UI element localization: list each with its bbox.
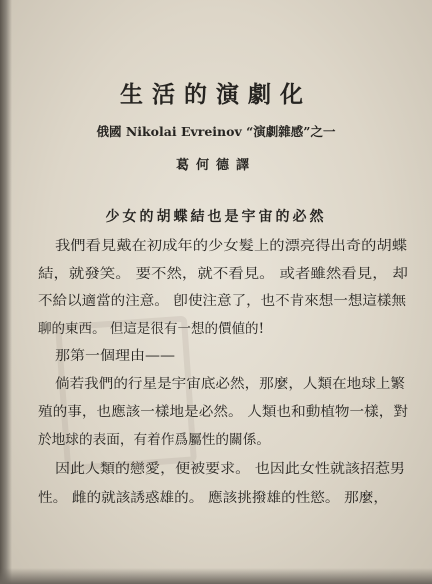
article-title: 生活的演劇化 (120, 81, 312, 108)
body-line-text: 不給以適當的注意。 卽使注意了，也不肯來想一想這樣無 (38, 293, 406, 309)
article-subtitle: 俄國 Nikolai Evreinov “演劇雜感”之一 (96, 124, 336, 139)
body-line-text: 因此人類的戀愛，便被要求。 也因此女性就該招惹男 (55, 461, 405, 477)
body-line-text: 倘若我們的行星是宇宙底必然，那麼，人類在地球上繁 (55, 376, 405, 392)
body-line-text: 聊的東西。 但這是很有一想的價値的! (38, 321, 264, 337)
page-shadow-bottom (0, 568, 432, 584)
body-line-text: 殖的事，也應該一樣地是必然。 人類也和動植物一樣，對 (38, 404, 408, 420)
body-line-text: 那第一個理由—— (55, 348, 175, 364)
body-line (0, 237, 432, 255)
body-line (0, 265, 432, 283)
body-line (0, 320, 432, 338)
body-line (0, 431, 432, 449)
section-heading: 少女的胡蝶結也是宇宙的必然 (105, 209, 327, 225)
body-line-text: 性。 雌的就該誘惑雄的。 應該挑撥雄的性慾。 那麼， (38, 490, 388, 506)
body-line-text: 我們看見戴在初成年的少女髮上的漂亮得出奇的胡蝶 (55, 238, 407, 254)
body-line-text: 於地球的表面，有着作爲屬性的關係。 (38, 432, 270, 448)
body-line-text: 結，就發笑。 要不然，就不看見。 或者雖然看見， 却 (38, 266, 408, 282)
body-line (0, 375, 432, 393)
body-line (0, 347, 432, 365)
body-line (0, 292, 432, 310)
body-line (0, 489, 432, 507)
body-line (0, 460, 432, 478)
body-line (0, 403, 432, 421)
translator-credit: 葛何德譯 (175, 158, 256, 173)
